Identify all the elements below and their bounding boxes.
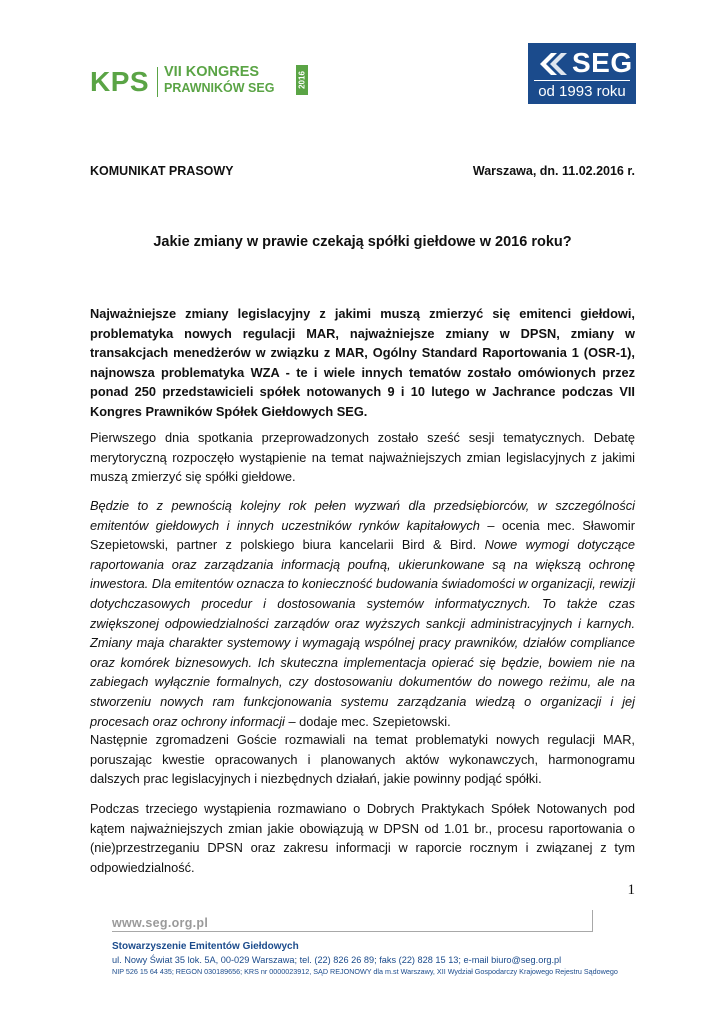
footer-address: ul. Nowy Świat 35 lok. 5A, 00-029 Warszawa; tel. (22) 826 26 89; faks (22) 828 15 13; e-mail biuro@seg.org.pl (112, 955, 562, 965)
page-number: 1 (627, 882, 635, 898)
seg-chevron-icon (538, 51, 568, 77)
paragraph-1: Pierwszego dnia spotkania przeprowadzonych zostało sześć sesji tematycznych. Debatę merytoryczną rozpoczęło wystąpienie na temat najważniejszych zmian legislacyjnych z jakimi muszą zmierzyć się spółki giełdowe. (90, 430, 635, 485)
kps-logo-divider (157, 67, 158, 97)
quote-attribution-2: – dodaje mec. Szepietowski. (284, 713, 451, 729)
paragraph-3: Następnie zgromadzeni Goście rozmawiali na temat problematyki nowych regulacji MAR, poruszając kwestie opracowanych i planowanych aktów wykonawczych, harmonogramu dalszych prac legislacyjnych i niezbędnych działań, jakie powinny podjąć spółki. (90, 732, 635, 787)
seg-logo-name: SEG (572, 47, 633, 78)
seg-logo (528, 43, 636, 104)
seg-logo-tagline: od 1993 roku (538, 83, 626, 100)
footer-divider-tick (592, 910, 593, 932)
footer-registry: NIP 526 15 64 435; REGON 030189656; KRS nr 0000023912, SĄD REJONOWY dla m.st Warszawy, XII Wydział Gospodarczy Krajowego Rejestru Sądowego (112, 967, 618, 976)
quote-attribution-1: – ocenia mec. Sławomir Szepietowski, partner z polskiego biura kancelarii Bird & Bird. (90, 517, 635, 553)
footer-organization: Stowarzyszenie Emitentów Giełdowych (112, 941, 299, 952)
kps-logo-year-badge (296, 65, 308, 95)
paragraph-4: Podczas trzeciego wystąpienia rozmawiano o Dobrych Praktykach Spółek Notowanych pod kątem najważniejszych zmian jakie obowiązują w DPSN od 1.01 br., procesu raportowania o (nie)przestrzeganiu DPSN oraz zakresu informacji w raporcie rocznym i związanej z tym odpowiedzialność. (90, 801, 635, 875)
lead-paragraph: Najważniejsze zmiany legislacyjny z jakimi muszą zmierzyć się emitenci giełdowi, problematyka nowych regulacji MAR, najważniejsze zmiany w DPSN, zmiany w transakcjach menedżerów w związku z MAR, Ogólny Standard Raportowania 1 (OSR-1), najnowsza problematyka WZA - te i wiele innych tematów zostało omówionych przez ponad 250 przedstawicieli spółek notowanych 9 i 10 lutego w Jachrance podczas VII Kongres Prawników Spółek Giełdowych SEG. (90, 306, 635, 419)
kps-congress-logo (90, 62, 320, 102)
page-title: Jakie zmiany w prawie czekają spółki giełdowe w 2016 roku? (153, 234, 572, 250)
place-date: Warszawa, dn. 11.02.2016 r. (472, 164, 635, 178)
footer-website-link[interactable]: www.seg.org.pl (112, 916, 209, 930)
press-release-label: KOMUNIKAT PRASOWY (90, 164, 234, 178)
kps-logo-line1: VII KONGRES (164, 64, 260, 80)
seg-logo-rule (534, 80, 630, 81)
quote-part-1: Będzie to z pewnością kolejny rok pełen wyzwań dla przedsiębiorców, w szczególności emitentów giełdowych i innych uczestników rynków kapitałowych (90, 498, 635, 533)
kps-logo-year: 2016 (297, 71, 307, 89)
paragraph-2-quote (90, 496, 635, 731)
footer-divider (112, 931, 592, 932)
kps-logo-line2: PRAWNIKÓW SEG (164, 81, 275, 95)
kps-logo-letters: KPS (90, 66, 150, 97)
quote-part-2: Nowe wymogi dotyczące raportowania oraz zarządzania informacją poufną, ukierunkowane są na większą ochronę inwestora. Dla emitentów oznacza to konieczność budowania świadomości w organizacji, rewizji dotychczasowych procedur i dostosowania systemów informatycznych. To także czas zwiększonej odpowiedzialności zarządów oraz wyższych sankcji administracyjnych i karnych. Zmiany maja charakter systemowy i wymagają wspólnej pracy prawników, działów compliance oraz komórek biznesowych. Ich skuteczna implementacja opierać się będzie, bowiem nie na zabiegach wyłącznie formalnych, czy dostosowaniu dokumentów do nowego reżimu, ale na stworzeniu nowych ram funkcjonowania systemu zarządzania wiedzą o organizacji i jej procesach oraz ochrony informacji (90, 537, 635, 729)
